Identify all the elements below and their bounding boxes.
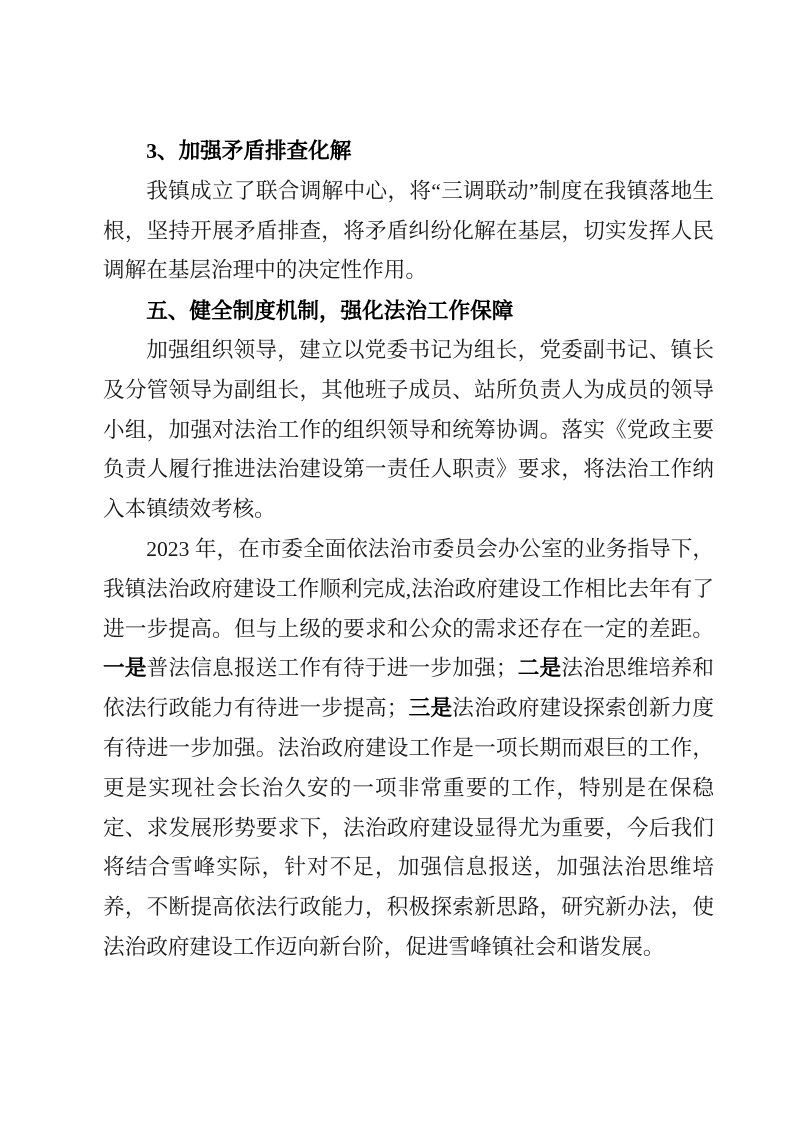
section-heading: 五、健全制度机制，强化法治工作保障 (146, 298, 514, 324)
text-run: 法治思维培养和依法行政能力有待进一步提高； (103, 656, 714, 721)
text-run: 我镇成立了联合调解中心，将“三调联动”制度在我镇落地生根，坚持开展矛盾排查，将矛盾纠纷化解在基层，切实发挥人民调解在基层治理中的决定性作用。 (103, 178, 714, 283)
text-run: 加强组织领导，建立以党委书记为组长，党委副书记、镇长及分管领导为副组长，其他班子成员、站所负责人为成员的领导小组，加强对法治工作的组织领导和统筹协调。落实《党政主要负责人履行推进法治建设第一责任人职责》要求，将法治工作纳入本镇绩效考核。 (103, 337, 714, 522)
emphasis-run: 一是 (103, 656, 147, 681)
body-paragraph (103, 331, 714, 530)
body-paragraph (103, 172, 714, 291)
sub-heading: 3、加强矛盾排查化解 (146, 139, 352, 163)
text-run: 普法信息报送工作有待于进一步加强； (146, 656, 518, 681)
emphasis-run: 二是 (517, 656, 562, 681)
text-run: 法治政府建设探索创新力度有待进一步加强。法治政府建设工作是一项长期而艰巨的工作，更是实现社会长治久安的一项非常重要的工作，特别是在保稳定、求发展形势要求下，法治政府建设显得尤为重要，今后我们将结合雪峰实际，针对不足，加强信息报送，加强法治思维培养，不断提高依法行政能力，积极探索新思路，研究新办法，使法治政府建设工作迈向新台阶，促进雪峰镇社会和谐发展。 (103, 696, 714, 959)
document-content (103, 132, 714, 968)
emphasis-run: 三是 (408, 696, 453, 721)
text-run: 2023 年，在市委全面依法治市委员会办公室的业务指导下，我镇法治政府建设工作顺利完成,法治政府建设工作相比去年有了进一步提高。但与上级的要求和公众的需求还存在一定的差距。 (103, 536, 714, 641)
body-paragraph (103, 530, 714, 968)
